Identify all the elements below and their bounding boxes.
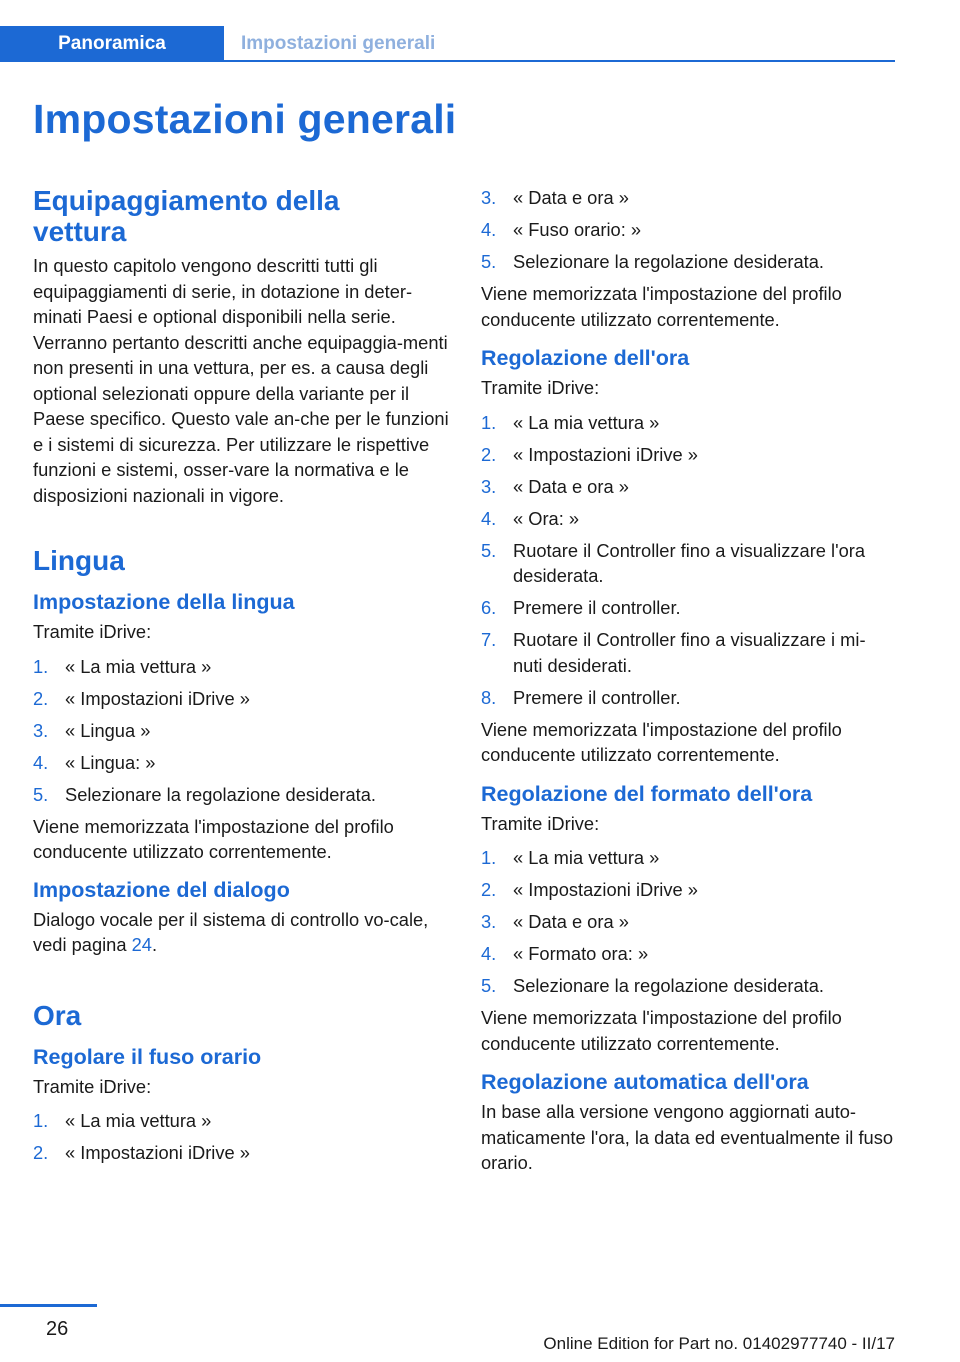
footer-rule — [0, 1304, 97, 1307]
list-item — [481, 249, 894, 275]
step-text: « Impostazioni iDrive » — [513, 443, 698, 465]
page-title: Impostazioni generali — [33, 96, 457, 142]
tab-impostazioni-generali[interactable]: Impostazioni generali — [241, 33, 436, 54]
list-item — [481, 185, 894, 211]
step-text: « Impostazioni iDrive » — [65, 1142, 250, 1163]
step-number: 4. — [481, 507, 497, 529]
lingua-steps — [33, 654, 453, 808]
list-item — [481, 538, 894, 589]
list-item — [33, 782, 453, 808]
formato-intro: Tramite iDrive: — [481, 812, 600, 834]
formato-steps — [481, 845, 894, 999]
lingua-subheading: Impostazione della lingua — [33, 590, 295, 614]
step-number: 4. — [481, 219, 497, 240]
lingua-note: Viene memorizzata l'impostazione del profilo conducente utilizzato correntemente. — [33, 815, 394, 862]
equipment-heading: Equipaggiamento della vettura — [33, 185, 340, 247]
list-item — [481, 685, 894, 711]
step-number: 4. — [481, 943, 497, 964]
step-number: 8. — [481, 686, 497, 708]
step-text: « Lingua » — [65, 719, 151, 741]
fuso-steps-continued — [481, 185, 894, 275]
step-number: 1. — [33, 1110, 49, 1131]
fuso-steps — [33, 1108, 453, 1166]
equipment-text: In questo capitolo vengono descritti tutti gli equipaggiamenti di serie, in dotazione in deter-minati Paesi e optional disponibili nella serie. Verranno pertanto descritti anche equipaggia-menti non presenti in una vettura, per es. a causa degli optional selezionati oppure della variante per il Paese specifico. Questo vale an-che per le funzioni e i sistemi di sicurezza. Per utilizzare le rispettive funzioni e sistemi, osser-vare la normativa e le disposizioni nazionali in vigore. — [33, 255, 449, 506]
dialogo-text-body: Dialogo vocale per il sistema di controllo vo-cale, vedi pagina — [33, 908, 429, 955]
list-item — [481, 442, 894, 468]
step-text: « Data e ora » — [513, 187, 629, 208]
step-number: 3. — [481, 187, 497, 208]
step-number: 5. — [481, 975, 497, 996]
list-item — [481, 909, 894, 935]
step-text: « La mia vettura » — [65, 655, 212, 677]
step-number: 1. — [481, 847, 497, 868]
list-item — [481, 941, 894, 967]
list-item — [481, 627, 894, 678]
dialogo-subheading: Impostazione del dialogo — [33, 877, 290, 902]
ora-steps — [481, 410, 894, 711]
fuso-note: Viene memorizzata l'impostazione del profilo conducente utilizzato correntemente. — [481, 283, 842, 330]
list-item — [481, 474, 894, 500]
step-text: Selezionare la regolazione desiderata. — [513, 975, 824, 996]
step-text: Ruotare il Controller fino a visualizzare l'ora desiderata. — [513, 539, 866, 586]
lingua-heading: Lingua — [33, 545, 125, 576]
page-number: 26 — [46, 1318, 69, 1340]
step-text: « La mia vettura » — [513, 847, 660, 868]
step-text: Ruotare il Controller fino a visualizzare i mi-nuti desiderati. — [513, 629, 866, 676]
step-number: 3. — [481, 911, 497, 932]
dialogo-text-end: . — [151, 934, 158, 955]
step-text: « Impostazioni iDrive » — [513, 879, 698, 900]
section-header — [0, 26, 895, 62]
step-text: « Data e ora » — [513, 911, 629, 932]
step-text: « Impostazioni iDrive » — [65, 687, 250, 709]
step-text: Premere il controller. — [513, 686, 681, 708]
step-text: Selezionare la regolazione desiderata. — [513, 251, 824, 272]
header-rule — [224, 60, 895, 62]
list-item — [481, 845, 894, 871]
dialogo-text — [33, 907, 453, 958]
step-number: 6. — [481, 597, 497, 618]
step-number: 2. — [33, 687, 49, 709]
step-text: « Formato ora: » — [513, 943, 649, 964]
step-number: 3. — [481, 475, 497, 497]
right-column — [481, 185, 894, 1176]
list-item — [33, 718, 453, 744]
step-text: « La mia vettura » — [65, 1110, 212, 1131]
auto-text: In base alla versione vengono aggiornati auto-maticamente l'ora, la data ed eventualmente il fuso orario. — [481, 1101, 894, 1173]
left-column — [33, 185, 453, 1172]
list-item — [33, 1108, 453, 1134]
ora-note: Viene memorizzata l'impostazione del profilo conducente utilizzato correntemente. — [481, 718, 842, 765]
list-item — [481, 877, 894, 903]
ora-intro: Tramite iDrive: — [481, 377, 600, 398]
list-item — [33, 686, 453, 712]
step-text: « La mia vettura » — [513, 411, 660, 433]
formato-subheading: Regolazione del formato dell'ora — [481, 781, 813, 806]
step-number: 2. — [33, 1142, 49, 1163]
step-number: 4. — [33, 751, 49, 773]
footer-edition: Online Edition for Part no. 01402977740 - II/17 — [543, 1334, 895, 1353]
fuso-subheading: Regolare il fuso orario — [33, 1044, 262, 1069]
list-item — [481, 973, 894, 999]
step-number: 3. — [33, 719, 49, 741]
formato-note: Viene memorizzata l'impostazione del profilo conducente utilizzato correntemente. — [481, 1007, 842, 1054]
step-number: 2. — [481, 879, 497, 900]
list-item — [481, 506, 894, 532]
page-24-link[interactable]: 24 — [131, 934, 152, 955]
step-number: 2. — [481, 443, 497, 465]
step-text: « Fuso orario: » — [513, 219, 642, 240]
list-item — [481, 217, 894, 243]
step-number: 5. — [481, 251, 497, 272]
lingua-intro: Tramite iDrive: — [33, 621, 152, 642]
step-number: 7. — [481, 629, 497, 650]
step-number: 1. — [481, 411, 497, 433]
auto-subheading: Regolazione automatica dell'ora — [481, 1070, 809, 1094]
tab-panoramica[interactable]: Panoramica — [0, 26, 224, 62]
step-number: 5. — [481, 539, 497, 561]
step-number: 5. — [33, 783, 49, 805]
list-item — [33, 654, 453, 680]
ora-heading: Ora — [33, 999, 82, 1031]
list-item — [33, 750, 453, 776]
step-text: Selezionare la regolazione desiderata. — [65, 783, 376, 805]
fuso-intro: Tramite iDrive: — [33, 1075, 152, 1097]
step-text: Premere il controller. — [513, 597, 681, 618]
step-text: « Data e ora » — [513, 475, 629, 497]
list-item — [481, 595, 894, 621]
ora-subheading: Regolazione dell'ora — [481, 346, 690, 370]
step-text: « Lingua: » — [65, 751, 156, 773]
list-item — [33, 1140, 453, 1166]
step-text: « Ora: » — [513, 507, 580, 529]
step-number: 1. — [33, 655, 49, 677]
list-item — [481, 410, 894, 436]
